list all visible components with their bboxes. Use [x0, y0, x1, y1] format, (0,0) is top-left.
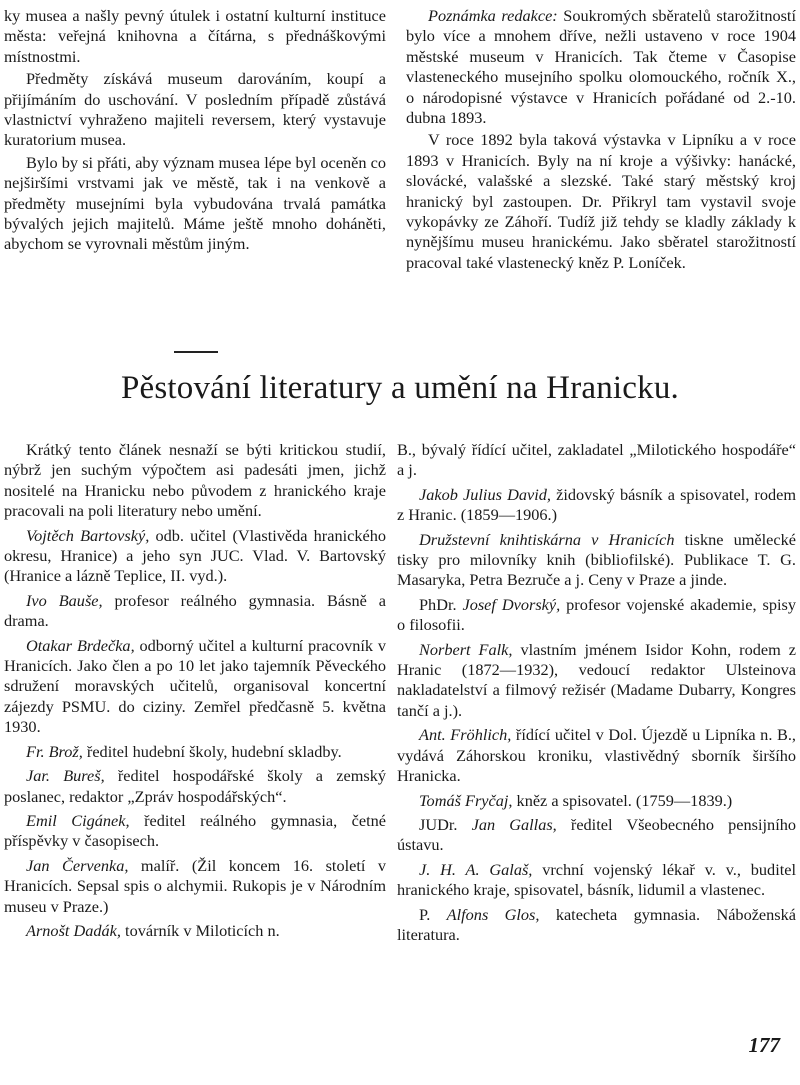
entry — [397, 815, 796, 856]
entry — [397, 530, 796, 591]
entry-prefix: JUDr. — [419, 814, 472, 834]
entry-text: profesor reálného gymnasia. Básně a drama. — [4, 590, 386, 631]
entry-name: Fr. Brož, — [26, 741, 83, 761]
entry — [4, 856, 386, 917]
entry — [397, 595, 796, 636]
entry-text: odborný učitel a kulturní pracovník v Hranicích. Jako člen a po 10 let jako tajemník Pěveckého sdružení moravských učitelů, organisoval koncertní zájezdy PSMU. do ciziny. Zemřel předčasně 5. května 1930. — [4, 635, 387, 737]
entry-name: Jan Gallas, — [471, 814, 557, 834]
continuation-paragraph: B., bývalý řídící učitel, zakladatel „Milotického hospodáře“ a j. — [397, 440, 796, 480]
entry-name: Jan Červenka, — [26, 855, 129, 875]
bottom-left-column — [4, 440, 386, 945]
entry-name: Arnošt Dadák, — [26, 920, 121, 940]
entry-text: židovský básník a spisovatel, rodem z Hranic. (1859—1906.) — [397, 484, 797, 525]
entry-name: Josef Dvorský, — [462, 594, 561, 614]
entry-name: Jar. Bureš, — [26, 766, 105, 786]
entry — [397, 640, 796, 722]
bottom-right-column — [397, 440, 796, 949]
note-label: Poznámka redakce: — [428, 6, 558, 25]
entry — [4, 811, 386, 852]
entry — [4, 591, 386, 632]
entry — [397, 860, 796, 901]
entry-text: profesor vojenské akademie, spisy o filosofii. — [397, 594, 796, 635]
entry — [397, 905, 796, 946]
top-left-column — [4, 6, 386, 257]
entry-name: Emil Cigánek, — [26, 810, 130, 830]
entry-text: tiskne umělecké tisky pro milovníky knih (bibliofilské). Publikace T. G. Masaryka, Petra Bezruče a j. Ceny v Praze a jinde. — [397, 529, 796, 590]
entry — [4, 766, 386, 807]
entry — [4, 742, 386, 762]
page-number: 177 — [748, 1033, 780, 1057]
entry-text: vrchní vojenský lékař v. v., buditel hranického kraje, spisovatel, básník, lidumil a vlastenec. — [397, 859, 796, 900]
entry-list — [397, 485, 796, 946]
paragraph: ky musea a našly pevný útulek i ostatní kulturní instituce města: veřejná knihovna a čítárna, s přednáškovými místnostmi. — [4, 6, 386, 66]
entry-text: ředitel reálného gymnasia, četné příspěvky v časopisech. — [4, 810, 386, 851]
article-headline: Pěstování literatury a umění na Hranicku. — [120, 370, 680, 406]
entry — [4, 526, 386, 587]
entry-text: řídící učitel v Dol. Újezdě u Lipníka n. B., vydává Záhorskou kroniku, vlastivědný sborník širšího Hranicka. — [397, 725, 796, 786]
entry-name: Otakar Brdečka, — [26, 635, 135, 655]
entry — [397, 725, 796, 786]
entry-text: katecheta gymnasia. Náboženská literatura. — [397, 904, 797, 944]
entry-name: J. H. A. Galaš, — [419, 859, 533, 879]
entry-text: odb. učitel (Vlastivěda hranického okresu, Hranice) a jeho syn JUC. Vlad. V. Bartovský (Hranice a lázně Teplice, II. vyd.). — [4, 525, 386, 586]
paragraph: V roce 1892 byla taková výstavka v Lipníku a v roce 1893 v Hranicích. Byly na ní kroje a výšivky: hanácké, slovácké, valašské a slezské. Také starý městský kroj hranický byl zastoupen. Dr. Přikryl tam vystavil svoje vykopávky ze Záhoří. Tudíž již tehdy se kladly základy k nynějšímu museu hranickému. Jako sběratel starožitností pracoval také vlastenecký kněz P. Loníček. — [406, 130, 796, 272]
section-divider — [174, 351, 218, 353]
entry-prefix: PhDr. — [419, 594, 463, 614]
paragraph: Bylo by si přáti, aby význam musea lépe byl oceněn co nejširšími vrstvami jak ve městě, tak i na venkově a předměty musejními byla vybudována trvalá památka bývalých jejich majitelů. Máme ještě mnoho doháněti, abychom se vyrovnali městům jiným. — [4, 152, 386, 254]
entry-text: ředitel Všeobecného pensijního ústavu. — [397, 814, 797, 855]
entry-name: Tomáš Fryčaj, — [419, 790, 513, 810]
entry-prefix: P. — [419, 904, 447, 924]
paragraph: Předměty získává museum darováním, koupí a přijímáním do uschování. V posledním případě zůstává vlastnictví vyhraženo majiteli reversem, který vystavuje kuratorium musea. — [4, 69, 386, 150]
entry-name: Alfons Glos, — [446, 904, 540, 924]
entry-list — [4, 526, 386, 942]
entry-name: Vojtěch Bartovský, — [26, 525, 150, 545]
entry — [4, 921, 386, 941]
entry-text: vlastním jménem Isidor Kohn, rodem z Hranic (1872—1932), vedoucí redaktor Ulsteinova nakladatelství a filmový režisér (Madame Dubarry, Kongres tančí a j.). — [397, 639, 796, 720]
entry-text: ředitel hospodářské školy a zemský poslanec, redaktor „Zpráv hospodářských“. — [4, 766, 386, 806]
editorial-note — [406, 6, 796, 128]
entry-text: továrník v Miloticích n. — [120, 920, 280, 940]
entry-name: Družstevní knihtiskárna v Hranicích — [419, 529, 675, 549]
intro-paragraph: Krátký tento článek nesnaží se býti kritickou studií, nýbrž jen suchým výpočtem asi padesáti jmen, jichž nositelé na Hranicku nebo původem z hranického kraje pracovali na poli literatury nebo umění. — [4, 440, 386, 521]
entry-name: Ant. Fröhlich, — [419, 725, 512, 745]
entry-name: Ivo Bauše, — [26, 590, 103, 610]
entry-text: kněz a spisovatel. (1759—1839.) — [512, 790, 733, 810]
entry — [397, 791, 796, 811]
entry-name: Norbert Falk, — [419, 639, 513, 659]
entry-text: malíř. (Žil koncem 16. století v Hranicích. Sepsal spis o alchymii. Rukopis je v Národním museu v Praze.) — [4, 855, 387, 916]
entry — [4, 636, 386, 738]
note-text: Soukromých sběratelů starožitností bylo více a mnohem dříve, nežli ustaveno v roce 1904 městské museum v Hranicích. Tak čteme v Časopise vlasteneckého musejního spolku olomouckého, ročník X., o národopisné výstavce v Hranicích pořádané od 2.-10. dubna 1893. — [406, 6, 796, 128]
top-right-column — [406, 6, 796, 275]
entry-name: Jakob Julius David, — [419, 484, 551, 504]
entry — [397, 485, 796, 526]
entry-text: ředitel hudební školy, hudební skladby. — [82, 741, 342, 761]
